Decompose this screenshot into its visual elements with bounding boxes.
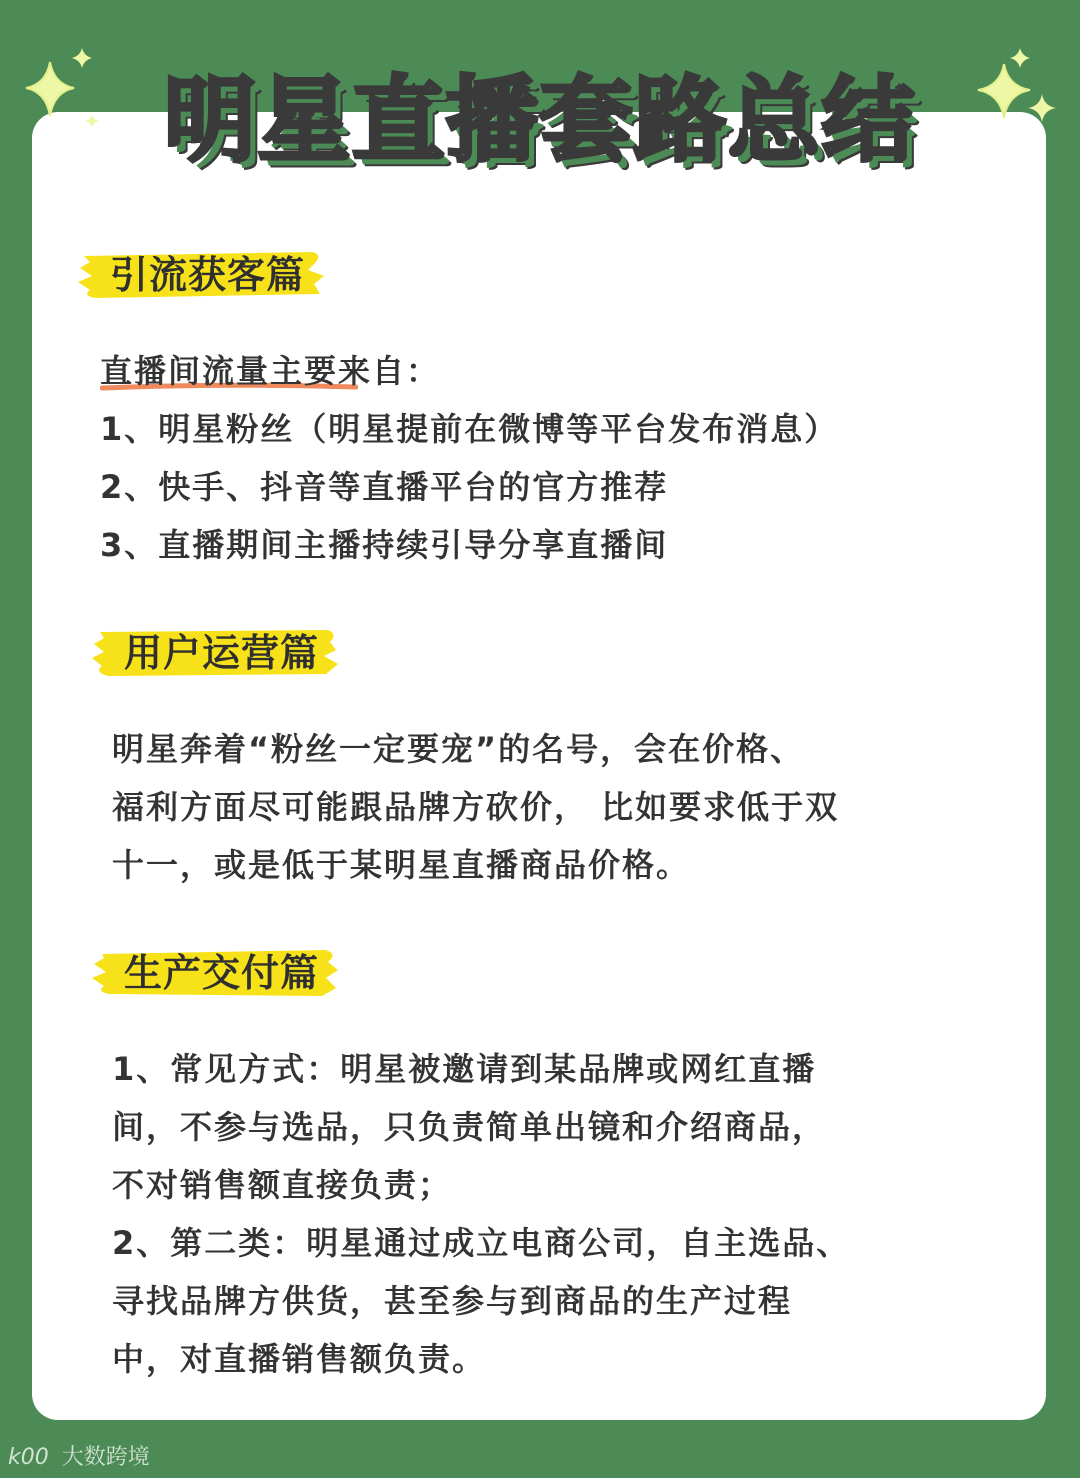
section-heading-label: 引流获客篇 bbox=[110, 253, 306, 297]
section-text-line: 间，不参与选品，只负责简单出镜和介绍商品， bbox=[112, 1108, 827, 1146]
watermark-logo-icon: k00 bbox=[8, 1445, 49, 1470]
page-title: 明星直播套路总结 bbox=[163, 67, 916, 174]
watermark-text: 大数跨境 bbox=[61, 1445, 150, 1470]
section-text-line: 寻找品牌方供货，甚至参与到商品的生产过程 bbox=[112, 1282, 793, 1320]
section-text-line: 2、快手、抖音等直播平台的官方推荐 bbox=[100, 468, 669, 506]
section-text-line: 中，对直播销售额负责。 bbox=[112, 1340, 487, 1378]
section-text-line: 2、第二类：明星通过成立电商公司，自主选品、 bbox=[112, 1224, 851, 1262]
section-text-line: 直播间流量主要来自： bbox=[100, 352, 441, 390]
section-text-line: 福利方面尽可能跟品牌方砍价， 比如要求低于双 bbox=[112, 788, 840, 826]
section-text-line: 明星奔着“粉丝一定要宠”的名号，会在价格、 bbox=[112, 730, 805, 768]
watermark bbox=[8, 1440, 150, 1471]
section-heading-label: 用户运营篇 bbox=[124, 631, 320, 675]
section-heading-label: 生产交付篇 bbox=[124, 951, 320, 995]
section-text-line: 1、常见方式：明星被邀请到某品牌或网红直播 bbox=[112, 1050, 817, 1088]
section-text-line: 1、明星粉丝（明星提前在微博等平台发布消息） bbox=[100, 410, 839, 448]
section-text-line: 十一，或是低于某明星直播商品价格。 bbox=[112, 846, 691, 884]
section-text-line: 3、直播期间主播持续引导分享直播间 bbox=[100, 526, 669, 564]
section-text-line: 不对销售额直接负责； bbox=[112, 1166, 453, 1204]
